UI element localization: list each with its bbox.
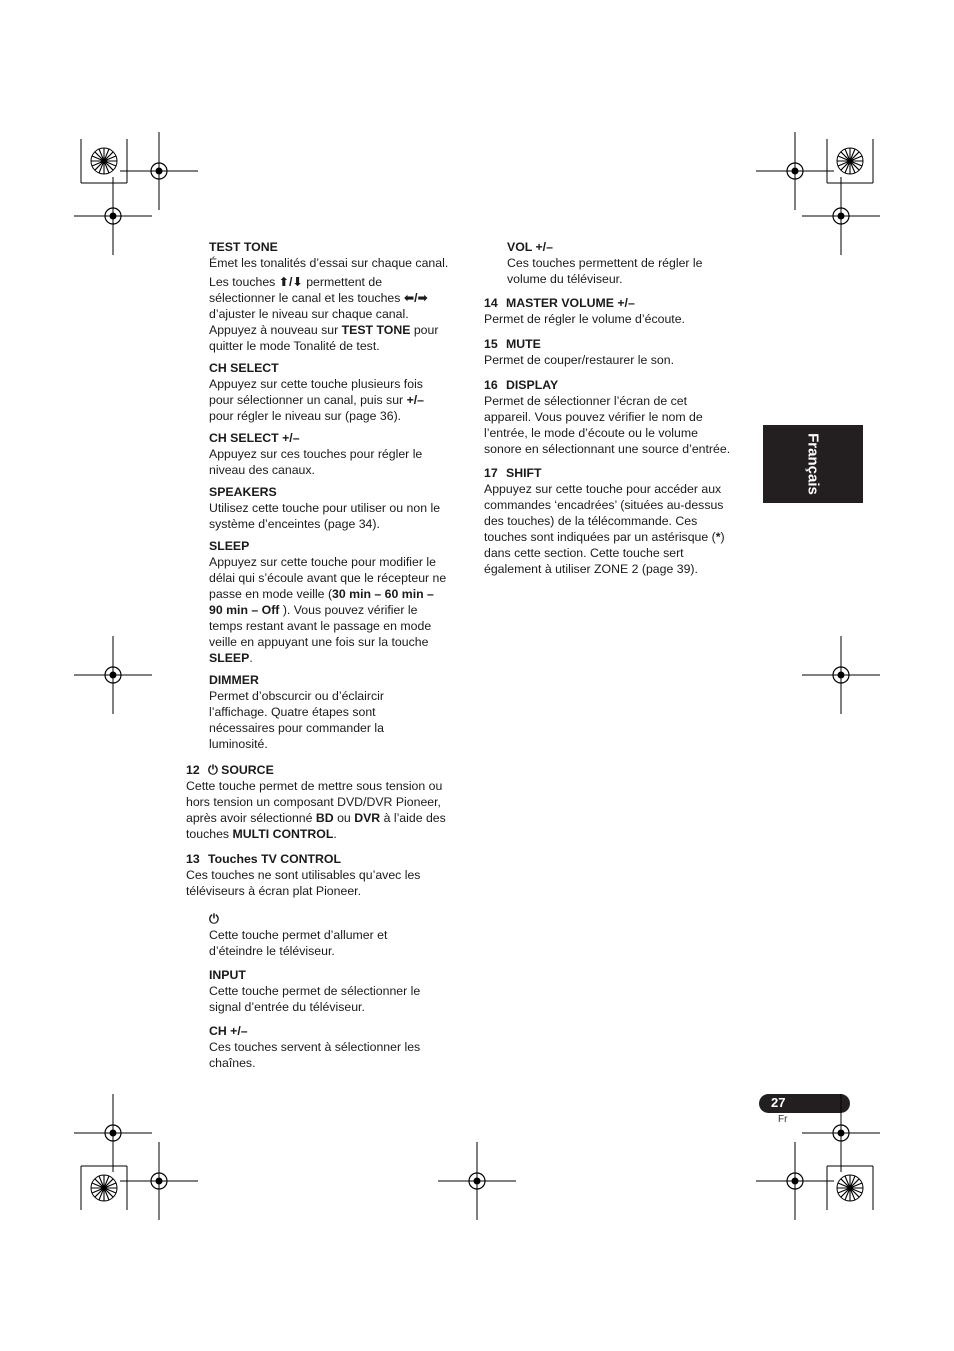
power-icon: ⏻ (208, 763, 218, 777)
ch-pm-heading: CH +/– (209, 1024, 248, 1038)
language-tab (763, 425, 863, 503)
left-right-arrows-icon: ⬅/➡ (403, 291, 428, 305)
display-heading: 16 DISPLAY (484, 378, 559, 392)
left-column (186, 239, 466, 1071)
test-tone-section: TEST TONE Émet les tonalités d’essai sur chaque canal. Les touches ⬆/⬇ permettent de sélectionner le canal et les touches ⬅/➡ d’ajuster le niveau sur chaque canal. Appuyez à nouveau sur TEST TONE pour quitter le mode Tonalité de test. CH SELECT Appuyez sur cette touche plusieurs fois pour sélectionner un canal, puis sur +/– pour régler le niveau sur (page 36). CH SELECT +/– Appuyez sur ces touches pour régler le niveau des canaux. SPEAKERS Utilisez cette touche pour utiliser ou non le système d’enceintes (page 34). SLEEP Appuyez sur cette touche pour modifier le délai qui s’écoule avant que le récepteur ne passe en mode veille (30 min – 60 min – 90 min – Off ). Vous pouvez vérifier le temps restant avant le passage en mode veille en appuyant une fois sur la touche SLEEP. DIMMER Permet d’obscurcir ou d’éclaircir l’affichage. Quatre étapes sont nécessaires pour commander la luminosité. (186, 239, 466, 752)
shift-heading: 17 SHIFT (484, 466, 542, 480)
up-down-arrows-icon: ⬆/⬇ (278, 275, 303, 289)
right-column: VOL +/– Ces touches permettent de régler le volume du téléviseur. 14 MASTER VOLUME +/– Permet de régler le volume d’écoute. 15 MUTE Permet de couper/restaurer le son. 16 DISPLAY Permet de sélectionner l’écran de cet appareil. Vous pouvez vérifier le nom de l’entrée, le mode d’écoute ou le volume sonore en sélectionnant une source d’entrée. 17 SHIFT Appuyez sur cette touche pour accéder aux commandes ‘encadrées’ (situées au-dessus des touches) de la télécommande. Ces touches sont indiquées par un astérisque (*) dans cette section. Cette touche sert également à utiliser ZONE 2 (page 39). (484, 239, 759, 577)
source-section: 12 ⏻ SOURCE Cette touche permet de mettre sous tension ou hors tension un composant DVD/DVR Pioneer, après avoir sélectionné BD ou DVR à l’aide des touches MULTI CONTROL. 13 Touches TV CONTROL Ces touches ne sont utilisables qu’avec les téléviseurs à écran plat Pioneer. (186, 762, 466, 899)
input-heading: INPUT (209, 968, 246, 982)
tv-power-icon: ⏻ (209, 912, 219, 926)
tv-control-subsections: ⏻ Cette touche permet d’allumer et d’éteindre le téléviseur. INPUT Cette touche permet de sélectionner le signal d’entrée du téléviseur. CH +/– Ces touches servent à sélectionner les chaînes. (186, 911, 466, 1071)
master-volume-heading: 14 MASTER VOLUME +/– (484, 296, 635, 310)
vol-section: VOL +/– Ces touches permettent de régler le volume du téléviseur. (484, 239, 759, 287)
source-heading: 12 ⏻ SOURCE (186, 763, 274, 777)
vol-heading: VOL +/– (507, 240, 553, 254)
dimmer-heading: DIMMER (209, 673, 259, 687)
page-language-code: Fr (778, 1114, 788, 1125)
ch-select-pm-heading: CH SELECT +/– (209, 431, 300, 445)
sleep-heading: SLEEP (209, 539, 250, 553)
page-number-badge (759, 1094, 850, 1113)
speakers-heading: SPEAKERS (209, 485, 277, 499)
page-number: 27 (771, 1095, 786, 1110)
mute-heading: 15 MUTE (484, 337, 541, 351)
language-label: Français (804, 433, 822, 495)
ch-select-heading: CH SELECT (209, 361, 279, 375)
test-tone-heading: TEST TONE (209, 240, 278, 254)
tv-control-heading: 13 Touches TV CONTROL (186, 852, 341, 866)
